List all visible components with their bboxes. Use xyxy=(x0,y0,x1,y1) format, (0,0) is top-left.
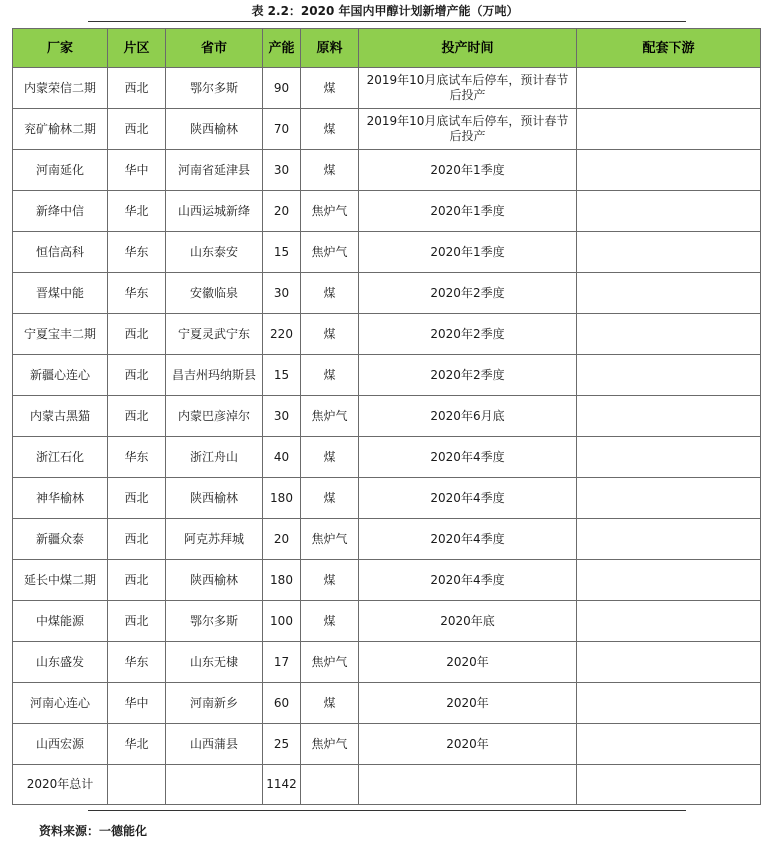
cell-region: 西北 xyxy=(108,478,166,519)
cell-feedstock: 焦炉气 xyxy=(301,519,359,560)
cell-start-time: 2020年4季度 xyxy=(359,478,577,519)
cell-region: 华东 xyxy=(108,437,166,478)
cell-company: 河南延化 xyxy=(13,150,108,191)
table-row xyxy=(13,478,761,519)
cell-feedstock: 煤 xyxy=(301,683,359,724)
cell-region: 华中 xyxy=(108,150,166,191)
cell-location: 鄂尔多斯 xyxy=(166,68,263,109)
header-cell: 省市 xyxy=(166,29,263,68)
table-row xyxy=(13,437,761,478)
total-cell-capacity: 1142 xyxy=(263,765,301,805)
cell-company: 晋煤中能 xyxy=(13,273,108,314)
cell-feedstock: 煤 xyxy=(301,601,359,642)
cell-company: 浙江石化 xyxy=(13,437,108,478)
cell-downstream xyxy=(577,68,761,109)
cell-capacity: 100 xyxy=(263,601,301,642)
table-row xyxy=(13,355,761,396)
cell-company: 中煤能源 xyxy=(13,601,108,642)
cell-location: 山东泰安 xyxy=(166,232,263,273)
cell-region: 西北 xyxy=(108,109,166,150)
cell-downstream xyxy=(577,232,761,273)
cell-start-time: 2020年底 xyxy=(359,601,577,642)
cell-region: 华中 xyxy=(108,683,166,724)
cell-feedstock: 煤 xyxy=(301,150,359,191)
cell-downstream xyxy=(577,601,761,642)
cell-location: 陕西榆林 xyxy=(166,109,263,150)
cell-company: 新疆心连心 xyxy=(13,355,108,396)
cell-downstream xyxy=(577,437,761,478)
cell-region: 西北 xyxy=(108,355,166,396)
cell-start-time: 2019年10月底试车后停车，预计春节后投产 xyxy=(359,68,577,109)
cell-capacity: 30 xyxy=(263,273,301,314)
table-row xyxy=(13,109,761,150)
cell-company: 宁夏宝丰二期 xyxy=(13,314,108,355)
cell-capacity: 60 xyxy=(263,683,301,724)
cell-company: 新疆众泰 xyxy=(13,519,108,560)
cell-company: 新绛中信 xyxy=(13,191,108,232)
cell-feedstock: 煤 xyxy=(301,355,359,396)
top-rule xyxy=(88,21,686,22)
table-row xyxy=(13,642,761,683)
table-row xyxy=(13,519,761,560)
cell-region: 华东 xyxy=(108,642,166,683)
cell-downstream xyxy=(577,478,761,519)
cell-downstream xyxy=(577,396,761,437)
cell-region: 西北 xyxy=(108,560,166,601)
cell-capacity: 20 xyxy=(263,191,301,232)
cell-capacity: 220 xyxy=(263,314,301,355)
cell-location: 陕西榆林 xyxy=(166,560,263,601)
table-row xyxy=(13,396,761,437)
table-row xyxy=(13,724,761,765)
cell-company: 神华榆林 xyxy=(13,478,108,519)
cell-capacity: 70 xyxy=(263,109,301,150)
cell-region: 西北 xyxy=(108,68,166,109)
cell-start-time: 2019年10月底试车后停车，预计春节后投产 xyxy=(359,109,577,150)
cell-location: 河南省延津县 xyxy=(166,150,263,191)
cell-location: 安徽临泉 xyxy=(166,273,263,314)
cell-feedstock: 焦炉气 xyxy=(301,232,359,273)
cell-location: 宁夏灵武宁东 xyxy=(166,314,263,355)
bottom-rule xyxy=(88,810,686,811)
cell-capacity: 15 xyxy=(263,232,301,273)
cell-location: 山东无棣 xyxy=(166,642,263,683)
cell-capacity: 30 xyxy=(263,396,301,437)
cell-capacity: 180 xyxy=(263,478,301,519)
cell-downstream xyxy=(577,724,761,765)
table-row xyxy=(13,150,761,191)
cell-downstream xyxy=(577,642,761,683)
cell-start-time: 2020年 xyxy=(359,642,577,683)
table-row xyxy=(13,273,761,314)
capacity-table xyxy=(12,28,761,805)
cell-feedstock: 煤 xyxy=(301,314,359,355)
cell-start-time: 2020年4季度 xyxy=(359,437,577,478)
cell-downstream xyxy=(577,355,761,396)
cell-location: 河南新乡 xyxy=(166,683,263,724)
header-cell: 投产时间 xyxy=(359,29,577,68)
total-cell-location xyxy=(166,765,263,805)
cell-feedstock: 煤 xyxy=(301,478,359,519)
cell-capacity: 90 xyxy=(263,68,301,109)
table-row xyxy=(13,683,761,724)
cell-capacity: 20 xyxy=(263,519,301,560)
cell-region: 西北 xyxy=(108,314,166,355)
cell-location: 山西蒲县 xyxy=(166,724,263,765)
cell-capacity: 15 xyxy=(263,355,301,396)
cell-capacity: 25 xyxy=(263,724,301,765)
cell-region: 西北 xyxy=(108,396,166,437)
cell-location: 陕西榆林 xyxy=(166,478,263,519)
cell-feedstock: 焦炉气 xyxy=(301,642,359,683)
cell-downstream xyxy=(577,683,761,724)
cell-start-time: 2020年4季度 xyxy=(359,560,577,601)
cell-region: 华北 xyxy=(108,191,166,232)
cell-location: 阿克苏拜城 xyxy=(166,519,263,560)
cell-feedstock: 焦炉气 xyxy=(301,396,359,437)
cell-company: 恒信高科 xyxy=(13,232,108,273)
table-row xyxy=(13,314,761,355)
cell-location: 鄂尔多斯 xyxy=(166,601,263,642)
header-cell: 原料 xyxy=(301,29,359,68)
header-cell: 厂家 xyxy=(13,29,108,68)
header-cell: 配套下游 xyxy=(577,29,761,68)
cell-region: 华东 xyxy=(108,232,166,273)
cell-start-time: 2020年6月底 xyxy=(359,396,577,437)
cell-capacity: 17 xyxy=(263,642,301,683)
cell-region: 华北 xyxy=(108,724,166,765)
cell-feedstock: 煤 xyxy=(301,68,359,109)
total-cell-company: 2020年总计 xyxy=(13,765,108,805)
cell-company: 兖矿榆林二期 xyxy=(13,109,108,150)
cell-region: 华东 xyxy=(108,273,166,314)
cell-downstream xyxy=(577,314,761,355)
cell-region: 西北 xyxy=(108,519,166,560)
cell-capacity: 30 xyxy=(263,150,301,191)
cell-company: 山东盛发 xyxy=(13,642,108,683)
table-row xyxy=(13,232,761,273)
cell-start-time: 2020年4季度 xyxy=(359,519,577,560)
table-title: 表 2.2：2020 年国内甲醇计划新增产能（万吨） xyxy=(251,4,519,18)
cell-company: 内蒙古黑猫 xyxy=(13,396,108,437)
total-cell-downstream xyxy=(577,765,761,805)
source-note: 资料来源：一德能化 xyxy=(39,824,148,838)
cell-location: 浙江舟山 xyxy=(166,437,263,478)
total-cell-region xyxy=(108,765,166,805)
cell-downstream xyxy=(577,519,761,560)
cell-feedstock: 焦炉气 xyxy=(301,191,359,232)
cell-start-time: 2020年 xyxy=(359,724,577,765)
cell-start-time: 2020年1季度 xyxy=(359,150,577,191)
header-cell: 片区 xyxy=(108,29,166,68)
cell-start-time: 2020年1季度 xyxy=(359,191,577,232)
cell-company: 山西宏源 xyxy=(13,724,108,765)
cell-downstream xyxy=(577,191,761,232)
cell-company: 河南心连心 xyxy=(13,683,108,724)
cell-location: 内蒙巴彦淖尔 xyxy=(166,396,263,437)
cell-start-time: 2020年 xyxy=(359,683,577,724)
header-row xyxy=(13,29,761,68)
cell-capacity: 180 xyxy=(263,560,301,601)
cell-start-time: 2020年2季度 xyxy=(359,273,577,314)
cell-feedstock: 煤 xyxy=(301,560,359,601)
cell-downstream xyxy=(577,560,761,601)
cell-location: 山西运城新绛 xyxy=(166,191,263,232)
header-cell: 产能 xyxy=(263,29,301,68)
cell-downstream xyxy=(577,150,761,191)
cell-region: 西北 xyxy=(108,601,166,642)
cell-company: 延长中煤二期 xyxy=(13,560,108,601)
cell-start-time: 2020年2季度 xyxy=(359,355,577,396)
table-row xyxy=(13,601,761,642)
cell-location: 昌吉州玛纳斯县 xyxy=(166,355,263,396)
cell-feedstock: 煤 xyxy=(301,109,359,150)
cell-feedstock: 煤 xyxy=(301,437,359,478)
cell-start-time: 2020年2季度 xyxy=(359,314,577,355)
table-row xyxy=(13,560,761,601)
cell-capacity: 40 xyxy=(263,437,301,478)
cell-feedstock: 煤 xyxy=(301,273,359,314)
table-row xyxy=(13,191,761,232)
cell-feedstock: 焦炉气 xyxy=(301,724,359,765)
total-row xyxy=(13,765,761,805)
cell-company: 内蒙荣信二期 xyxy=(13,68,108,109)
total-cell-feedstock xyxy=(301,765,359,805)
cell-downstream xyxy=(577,273,761,314)
total-cell-start-time xyxy=(359,765,577,805)
cell-start-time: 2020年1季度 xyxy=(359,232,577,273)
cell-downstream xyxy=(577,109,761,150)
table-row xyxy=(13,68,761,109)
